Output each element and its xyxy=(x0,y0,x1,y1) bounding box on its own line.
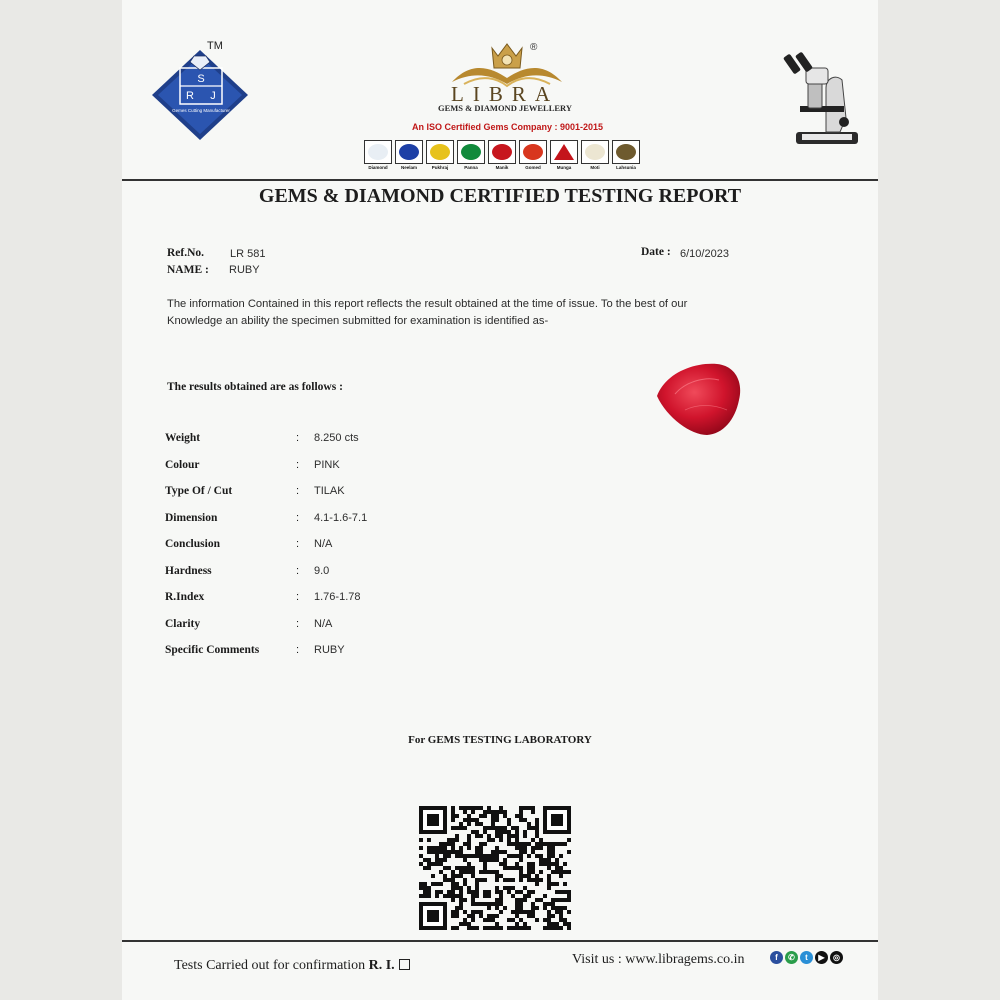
gem-label: Munga xyxy=(556,165,572,170)
detail-label: Hardness xyxy=(165,565,212,577)
gem-label: Gomed xyxy=(525,165,541,170)
youtube-icon[interactable]: ▶ xyxy=(815,951,828,964)
gem-stone-icon xyxy=(585,144,605,160)
detail-label: Type Of / Cut xyxy=(165,485,233,497)
results-heading: The results obtained are as follows : xyxy=(167,381,343,393)
gem-lahsunia xyxy=(612,140,640,170)
laboratory-line: For GEMS TESTING LABORATORY xyxy=(408,734,592,746)
registered-mark: ® xyxy=(530,42,538,53)
gem-label: Neelam xyxy=(400,165,417,170)
detail-row-r-index xyxy=(165,591,465,607)
gem-label: Manik xyxy=(495,165,509,170)
srj-logo xyxy=(150,48,250,143)
confirmation-checkbox xyxy=(399,959,410,970)
detail-row-colour xyxy=(165,459,465,475)
detail-value: N/A xyxy=(314,618,333,630)
gem-label: Moti xyxy=(590,165,600,170)
detail-row-clarity xyxy=(165,618,465,634)
detail-colon: : xyxy=(296,485,300,497)
ref-no-label: Ref.No. xyxy=(167,247,205,259)
svg-text:Gemes Cutting Manufacturer: Gemes Cutting Manufacturer xyxy=(172,108,230,113)
gem-swatch xyxy=(426,140,454,164)
detail-value: 9.0 xyxy=(314,565,330,577)
gem-stone-icon xyxy=(523,144,543,160)
footer-divider xyxy=(122,940,878,942)
intro-line-1: The information Contained in this report reflects the result obtained at the time of issue. To the best of our xyxy=(167,298,688,310)
libra-brand-name: LIBRA xyxy=(451,82,559,106)
qr-code-image[interactable] xyxy=(419,806,571,930)
detail-label: Weight xyxy=(165,432,201,444)
detail-row-dimension xyxy=(165,512,465,528)
gem-label: Lahsunia xyxy=(616,165,636,170)
trademark-mark: TM xyxy=(207,40,223,52)
detail-row-weight xyxy=(165,432,465,448)
gem-diamond xyxy=(364,140,392,170)
header-divider xyxy=(122,179,878,181)
gem-stone-icon xyxy=(368,144,388,160)
gem-label: Diamond xyxy=(368,165,388,170)
detail-value: 8.250 cts xyxy=(314,432,359,444)
gem-stone-icon xyxy=(399,144,419,160)
microscope-icon xyxy=(780,48,862,148)
facebook-icon[interactable]: f xyxy=(770,951,783,964)
gem-swatch xyxy=(550,140,578,164)
gem-label: Pukhraj xyxy=(431,165,449,170)
gem-panna xyxy=(457,140,485,170)
detail-label: R.Index xyxy=(165,591,205,603)
detail-colon: : xyxy=(296,644,300,656)
gem-munga xyxy=(550,140,578,170)
detail-label: Conclusion xyxy=(165,538,220,550)
ref-no-value: LR 581 xyxy=(230,248,266,260)
gem-pukhraj xyxy=(426,140,454,170)
gem-manik xyxy=(488,140,516,170)
gem-neelam xyxy=(395,140,423,170)
confirmation-method: R. I. xyxy=(368,958,395,973)
gem-stone-icon xyxy=(430,144,450,160)
whatsapp-icon[interactable]: ✆ xyxy=(785,951,798,964)
detail-label: Clarity xyxy=(165,618,201,630)
website-link[interactable]: Visit us : www.libragems.co.in xyxy=(572,952,745,967)
detail-row-specific-comments xyxy=(165,644,465,660)
svg-text:R: R xyxy=(186,90,194,102)
name-label: NAME : xyxy=(167,264,209,276)
svg-text:S: S xyxy=(197,73,205,85)
social-icons xyxy=(770,951,843,964)
gem-swatch xyxy=(519,140,547,164)
report-title: GEMS & DIAMOND CERTIFIED TESTING REPORT xyxy=(258,185,742,207)
detail-value: RUBY xyxy=(314,644,345,656)
gem-swatch xyxy=(457,140,485,164)
detail-colon: : xyxy=(296,591,300,603)
gem-label: Panna xyxy=(464,165,478,170)
gem-moti xyxy=(581,140,609,170)
gem-stone-icon xyxy=(492,144,512,160)
detail-value: TILAK xyxy=(314,485,345,497)
detail-label: Specific Comments xyxy=(165,644,260,656)
detail-row-hardness xyxy=(165,565,465,581)
detail-value: PINK xyxy=(314,459,340,471)
detail-row-conclusion xyxy=(165,538,465,554)
svg-text:J: J xyxy=(210,90,216,102)
gem-swatch xyxy=(395,140,423,164)
detail-colon: : xyxy=(296,459,300,471)
twitter-icon[interactable]: t xyxy=(800,951,813,964)
gem-swatch xyxy=(364,140,392,164)
detail-row-type-of-cut xyxy=(165,485,465,501)
libra-brand-subtitle: GEMS & DIAMOND JEWELLERY xyxy=(437,103,573,113)
intro-paragraph xyxy=(167,296,807,330)
detail-colon: : xyxy=(296,432,300,444)
gemstone-strip xyxy=(364,140,640,170)
intro-line-2: Knowledge an ability the specimen submitted for examination is identified as- xyxy=(167,315,549,327)
detail-value: N/A xyxy=(314,538,333,550)
detail-colon: : xyxy=(296,512,300,524)
iso-certification-line: An ISO Certified Gems Company : 9001-2015 xyxy=(411,122,604,132)
detail-colon: : xyxy=(296,565,300,577)
gem-gomed xyxy=(519,140,547,170)
detail-colon: : xyxy=(296,618,300,630)
confirmation-line xyxy=(174,958,410,974)
name-value: RUBY xyxy=(229,264,260,276)
gem-swatch xyxy=(488,140,516,164)
gem-swatch xyxy=(612,140,640,164)
detail-colon: : xyxy=(296,538,300,550)
gem-stone-icon xyxy=(554,144,574,160)
gem-stone-icon xyxy=(616,144,636,160)
gem-stone-icon xyxy=(461,144,481,160)
gem-swatch xyxy=(581,140,609,164)
detail-value: 1.76-1.78 xyxy=(314,591,361,603)
confirmation-text: Tests Carried out for confirmation xyxy=(174,958,366,973)
detail-label: Colour xyxy=(165,459,200,471)
detail-value: 4.1-1.6-7.1 xyxy=(314,512,368,524)
detail-label: Dimension xyxy=(165,512,218,524)
instagram-icon[interactable]: ◎ xyxy=(830,951,843,964)
ruby-gemstone-image xyxy=(655,360,743,438)
date-label: Date : xyxy=(641,246,671,258)
date-value: 6/10/2023 xyxy=(680,248,729,260)
